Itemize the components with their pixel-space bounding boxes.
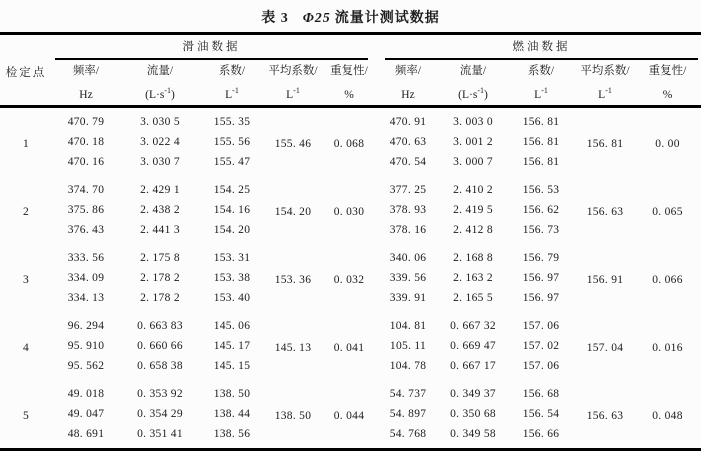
coef-cell: 156. 81 [522,136,560,148]
header-frequency-name: 频率/ [394,64,422,77]
coef-cell: 138. 56 [213,428,251,440]
coef-cell: 156. 73 [522,224,560,236]
rep-cell: 0. 066 [652,274,683,286]
header-coefficient-unit: $L^{-1}$ [534,85,548,101]
freq-cell: 95. 910 [67,340,105,352]
avg-cell: 153. 36 [274,274,312,286]
header-avg-coefficient-right [576,60,634,107]
coef-cell: 154. 20 [213,224,251,236]
freq-cell: 376. 43 [67,224,105,236]
point-cell: 4 [22,342,30,354]
header-avg-coefficient-unit: $L^{-1}$ [286,85,300,101]
coef-cell: 155. 56 [213,136,251,148]
flow-cell: 2. 178 2 [140,272,180,284]
data-table-frame [0,32,701,451]
freq-cell: 470. 63 [389,136,427,148]
coef-cell: 156. 53 [522,184,560,196]
avg-cell: 156. 63 [586,206,624,218]
flow-cell: 0. 658 38 [137,360,183,372]
freq-cell: 378. 93 [389,204,427,216]
rep-cell: 0. 00 [655,138,680,150]
freq-cell: 104. 81 [389,320,427,332]
coef-cell: 156. 54 [522,408,560,420]
freq-cell: 339. 91 [389,292,427,304]
header-flow-left [120,60,200,107]
freq-cell: 470. 91 [389,116,427,128]
header-coefficient-unit: $L^{-1}$ [225,85,239,101]
rep-cell: 0. 068 [333,138,365,150]
coef-cell: 145. 17 [213,340,251,352]
coef-cell: 155. 47 [213,156,251,168]
flow-cell: 2. 412 8 [453,224,493,236]
flow-cell: 3. 003 0 [453,116,493,128]
header-group-fuel-oil-label: 燃油数据 [385,38,698,60]
freq-cell: 105. 11 [389,340,427,352]
point-cell: 3 [22,274,30,286]
header-repeatability-left [322,60,376,107]
flow-cell: 3. 001 2 [453,136,493,148]
header-repeatability-right [634,60,701,107]
flow-cell: 2. 175 8 [140,252,180,264]
flow-cell: 0. 354 29 [137,408,183,420]
header-group-lube-oil-label: 滑油数据 [55,38,368,60]
freq-cell: 334. 09 [67,272,105,284]
avg-cell: 145. 13 [274,342,312,354]
flow-cell: 3. 030 7 [140,156,180,168]
freq-cell: 470. 54 [389,156,427,168]
flow-cell: 2. 163 2 [453,272,493,284]
header-frequency-unit: Hz [79,88,93,101]
header-flow-name: 流量/ [459,64,487,77]
flow-cell: 0. 669 47 [450,340,496,352]
freq-cell: 95. 562 [67,360,105,372]
header-coefficient-name: 系数/ [527,64,555,77]
header-repeatability-name: 重复性/ [330,64,368,77]
flow-cell: 3. 030 5 [140,116,180,128]
coef-cell: 156. 97 [522,272,560,284]
avg-cell: 155. 46 [274,138,312,150]
flow-cell: 0. 663 83 [137,320,183,332]
freq-cell: 340. 06 [389,252,427,264]
flow-cell: 2. 410 2 [453,184,493,196]
diameter-symbol: Φ25 [302,11,331,26]
table-number: 表 3 [261,11,289,26]
header-repeatability-unit: % [344,88,354,101]
coef-cell: 145. 06 [213,320,251,332]
point-cell: 1 [22,138,30,150]
coef-cell: 153. 40 [213,292,251,304]
coef-cell: 138. 44 [213,408,251,420]
header-flow-unit: $(L\cdot s^{-1})$ [145,85,175,101]
coef-cell: 138. 50 [213,388,251,400]
data-table [0,35,701,448]
header-group-fuel-oil [376,35,701,60]
point-cell: 2 [22,206,30,218]
freq-cell: 104. 78 [389,360,427,372]
freq-cell: 470. 18 [67,136,105,148]
freq-cell: 334. 13 [67,292,105,304]
rep-cell: 0. 032 [333,274,365,286]
rep-cell: 0. 044 [333,410,365,422]
avg-cell: 156. 81 [586,138,624,150]
freq-cell: 49. 047 [67,408,105,420]
freq-cell: 54. 897 [389,408,427,420]
coef-cell: 156. 68 [522,388,560,400]
freq-cell: 374. 70 [67,184,105,196]
coef-cell: 156. 81 [522,156,560,168]
header-avg-coefficient-left [264,60,322,107]
header-frequency-left [52,60,120,107]
flow-cell: 3. 000 7 [453,156,493,168]
coef-cell: 154. 16 [213,204,251,216]
flow-cell: 2. 165 5 [453,292,493,304]
flow-cell: 2. 419 5 [453,204,493,216]
header-coefficient-right [506,60,576,107]
avg-cell: 157. 04 [586,342,624,354]
coef-cell: 153. 38 [213,272,251,284]
point-cell: 5 [22,410,30,422]
coef-cell: 155. 35 [213,116,251,128]
rep-cell: 0. 016 [652,342,683,354]
coef-cell: 156. 97 [522,292,560,304]
header-flow-unit: $(L\cdot s^{-1})$ [458,85,488,101]
header-flow-name: 流量/ [146,64,174,77]
header-avg-coefficient-name: 平均系数/ [580,64,630,77]
freq-cell: 339. 56 [389,272,427,284]
flow-cell: 2. 178 2 [140,292,180,304]
header-frequency-unit: Hz [401,88,415,101]
table-title-text: 流量计测试数据 [334,11,440,26]
header-frequency-right [376,60,440,107]
flow-cell: 0. 660 66 [137,340,183,352]
rep-cell: 0. 041 [333,342,365,354]
freq-cell: 54. 737 [389,388,427,400]
header-coefficient-name: 系数/ [218,64,246,77]
header-frequency-name: 频率/ [72,64,100,77]
avg-cell: 156. 63 [586,410,624,422]
header-group-lube-oil [52,35,376,60]
coef-cell: 156. 62 [522,204,560,216]
coef-cell: 154. 25 [213,184,251,196]
header-avg-coefficient-name: 平均系数/ [268,64,318,77]
header-coefficient-left [200,60,264,107]
flow-cell: 2. 429 1 [140,184,180,196]
flow-cell: 2. 438 2 [140,204,180,216]
freq-cell: 48. 691 [67,428,105,440]
freq-cell: 470. 79 [67,116,105,128]
flow-cell: 0. 667 17 [450,360,496,372]
flow-cell: 0. 349 37 [450,388,496,400]
coef-cell: 156. 66 [522,428,560,440]
flow-cell: 0. 350 68 [450,408,496,420]
header-repeatability-name: 重复性/ [648,64,687,77]
coef-cell: 156. 79 [522,252,560,264]
freq-cell: 470. 16 [67,156,105,168]
rep-cell: 0. 065 [652,206,683,218]
freq-cell: 333. 56 [67,252,105,264]
header-avg-coefficient-unit: $L^{-1}$ [598,85,612,101]
coef-cell: 157. 02 [522,340,560,352]
coef-cell: 156. 81 [522,116,560,128]
freq-cell: 378. 16 [389,224,427,236]
coef-cell: 145. 15 [213,360,251,372]
rep-cell: 0. 030 [333,206,365,218]
coef-cell: 157. 06 [522,320,560,332]
header-point: 检定点 [0,35,52,107]
avg-cell: 138. 50 [274,410,312,422]
header-flow-right [440,60,506,107]
coef-cell: 157. 06 [522,360,560,372]
avg-cell: 156. 91 [586,274,624,286]
flow-cell: 0. 351 41 [137,428,183,440]
flow-cell: 3. 022 4 [140,136,180,148]
table-title [0,0,701,27]
flow-cell: 0. 667 32 [450,320,496,332]
freq-cell: 96. 294 [67,320,105,332]
coef-cell: 153. 31 [213,252,251,264]
flow-cell: 0. 349 58 [450,428,496,440]
freq-cell: 54. 768 [389,428,427,440]
header-repeatability-unit: % [662,88,673,101]
freq-cell: 375. 86 [67,204,105,216]
freq-cell: 377. 25 [389,184,427,196]
flow-cell: 0. 353 92 [137,388,183,400]
freq-cell: 49. 018 [67,388,105,400]
flow-cell: 2. 441 3 [140,224,180,236]
rep-cell: 0. 048 [652,410,683,422]
avg-cell: 154. 20 [274,206,312,218]
flow-cell: 2. 168 8 [453,252,493,264]
